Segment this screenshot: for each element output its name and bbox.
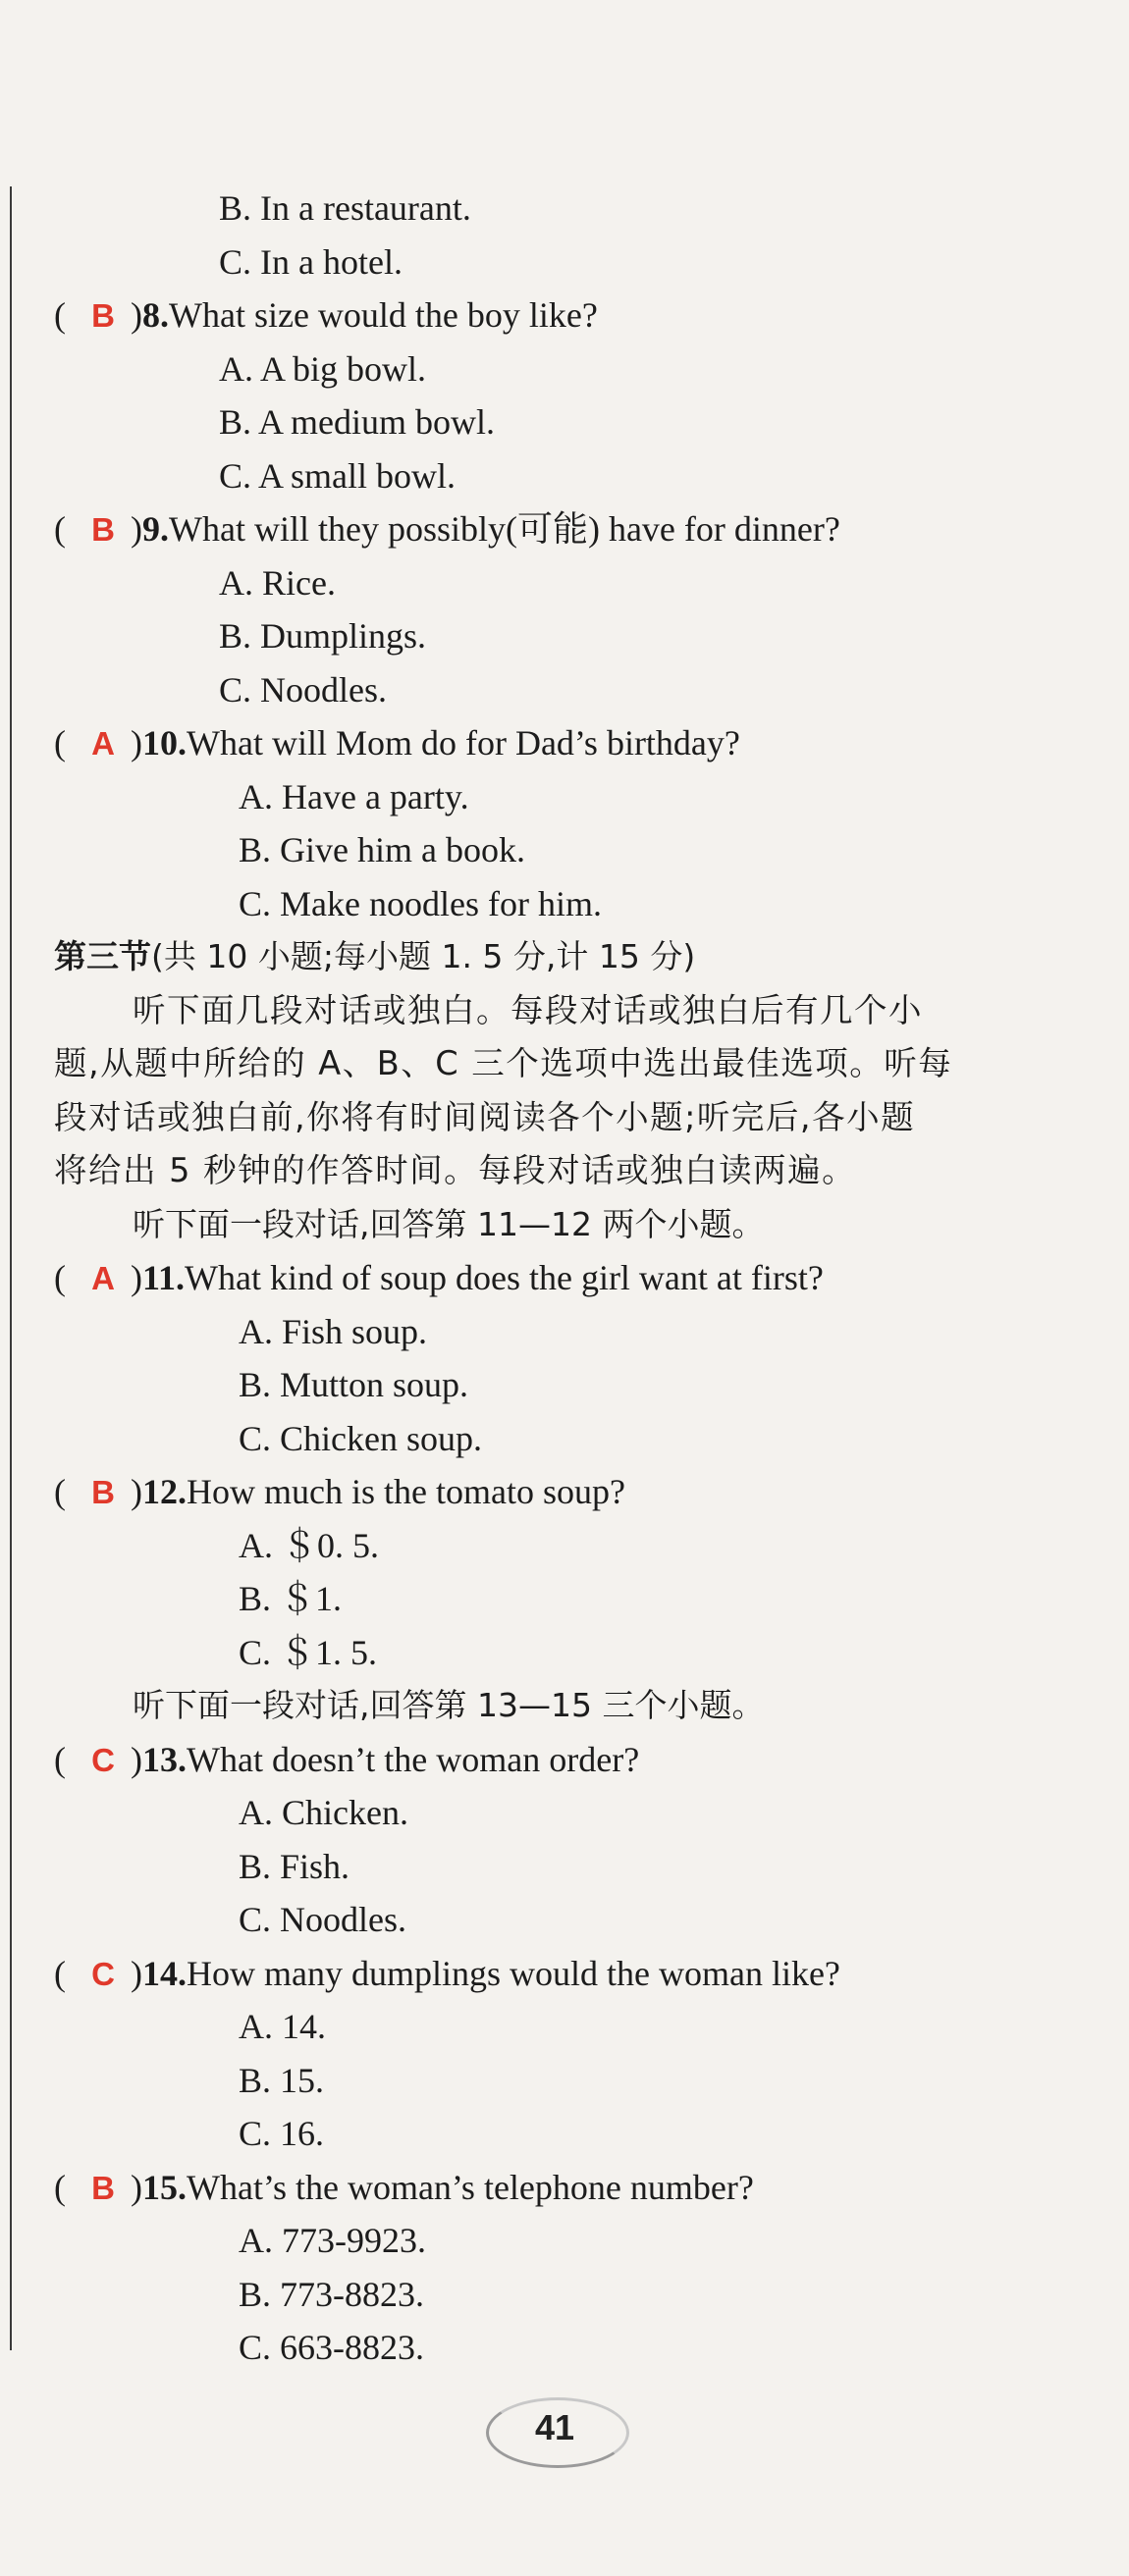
option-line: B. ＄1. <box>239 1579 343 1618</box>
paren-close: ) <box>131 295 142 335</box>
question-row <box>54 716 1095 770</box>
question-text: How many dumplings would the woman like? <box>187 1953 840 1993</box>
option-line: C. ＄1. 5. <box>239 1632 378 1672</box>
option-line: C. Noodles. <box>219 669 387 710</box>
option-line: A. Have a party. <box>239 776 469 816</box>
option-line: C. Noodles. <box>239 1900 406 1939</box>
dialogue-intro: 听下面一段对话,回答第 13—15 三个小题。 <box>133 1686 765 1724</box>
answer-mark: B <box>91 297 115 334</box>
paren-close: ) <box>131 509 142 549</box>
question-number: 10. <box>142 723 187 762</box>
option-line: A. 14. <box>239 2007 326 2046</box>
left-margin-rule <box>10 186 12 2350</box>
question-row <box>54 289 1095 342</box>
option-line: B. Dumplings. <box>219 616 427 656</box>
instruction-line: 听下面几段对话或独白。每段对话或独白后有几个小 <box>133 990 923 1029</box>
option-line: C. Make noodles for him. <box>239 883 602 923</box>
option-line: B. 773-8823. <box>239 2274 424 2314</box>
answer-mark: A <box>91 1260 115 1296</box>
section-heading <box>54 930 1095 984</box>
option-line: C. In a hotel. <box>219 241 403 282</box>
option-line: B. Fish. <box>239 1846 350 1886</box>
paren-close: ) <box>131 1953 142 1993</box>
paren-close: ) <box>131 723 142 762</box>
page-number: 41 <box>534 2407 575 2447</box>
paren-close: ) <box>131 2167 142 2207</box>
paren-close: ) <box>131 1258 142 1297</box>
option-line: C. A small bowl. <box>219 455 457 496</box>
question-text: What doesn’t the woman order? <box>187 1739 640 1779</box>
question-text: What will they possibly(可能) have for dinner? <box>169 509 840 549</box>
option-line: A. 773-9923. <box>239 2221 426 2260</box>
worksheet-content <box>54 182 1095 2375</box>
option-line: A. ＄0. 5. <box>239 1525 379 1565</box>
option-line: B. In a restaurant. <box>219 188 471 228</box>
question-row <box>54 1947 1095 2001</box>
answer-mark: B <box>91 511 115 548</box>
option-line: B. Mutton soup. <box>239 1365 469 1404</box>
option-line: C. 663-8823. <box>239 2328 424 2367</box>
option-line: C. Chicken soup. <box>239 1418 482 1458</box>
option-line: B. 15. <box>239 2060 325 2100</box>
paren-open: ( <box>54 1739 66 1779</box>
instruction-line: 段对话或独白前,你将有时间阅读各个小题;听完后,各小题 <box>54 1097 916 1136</box>
paren-open: ( <box>54 509 66 549</box>
instruction-line: 题,从题中所给的 A、B、C 三个选项中选出最佳选项。听每 <box>54 1044 953 1082</box>
question-row <box>54 502 1095 556</box>
answer-mark: A <box>91 725 115 762</box>
answer-mark: B <box>91 1474 115 1510</box>
option-line: A. Chicken. <box>239 1793 408 1832</box>
answer-mark: C <box>91 1741 115 1778</box>
answer-mark: C <box>91 1955 115 1992</box>
question-number: 8. <box>142 295 169 335</box>
option-line: C. 16. <box>239 2114 325 2153</box>
paren-open: ( <box>54 295 66 335</box>
question-number: 13. <box>142 1739 187 1779</box>
question-number: 11. <box>142 1258 186 1297</box>
answer-mark: B <box>91 2169 115 2206</box>
paren-open: ( <box>54 1258 66 1297</box>
dialogue-intro: 听下面一段对话,回答第 11—12 两个小题。 <box>133 1204 765 1243</box>
option-line: B. A medium bowl. <box>219 402 496 442</box>
question-text: How much is the tomato soup? <box>187 1472 625 1511</box>
page-number-badge <box>486 2390 633 2478</box>
question-row <box>54 2161 1095 2215</box>
option-line: B. Give him a book. <box>239 830 525 869</box>
question-text: What kind of soup does the girl want at first? <box>185 1258 824 1297</box>
paren-open: ( <box>54 723 66 762</box>
question-text: What size would the boy like? <box>169 295 598 335</box>
paren-open: ( <box>54 1472 66 1511</box>
paren-open: ( <box>54 2167 66 2207</box>
question-text: What’s the woman’s telephone number? <box>187 2167 754 2207</box>
question-number: 15. <box>142 2167 187 2207</box>
option-line: A. Fish soup. <box>239 1311 428 1351</box>
question-number: 12. <box>142 1472 187 1511</box>
paren-close: ) <box>131 1739 142 1779</box>
question-row <box>54 1465 1095 1519</box>
question-row <box>54 1251 1095 1305</box>
instruction-line: 将给出 5 秒钟的作答时间。每段对话或独白读两遍。 <box>54 1151 857 1189</box>
question-text: What will Mom do for Dad’s birthday? <box>187 723 740 762</box>
paren-close: ) <box>131 1472 142 1511</box>
option-line: A. A big bowl. <box>219 348 427 389</box>
question-number: 9. <box>142 509 169 549</box>
question-row <box>54 1733 1095 1787</box>
question-number: 14. <box>142 1953 187 1993</box>
option-line: A. Rice. <box>219 562 336 603</box>
paren-open: ( <box>54 1953 66 1993</box>
section-scoring: (共 10 小题;每小题 1. 5 分,计 15 分) <box>151 937 696 975</box>
section-title: 第三节 <box>54 937 151 975</box>
